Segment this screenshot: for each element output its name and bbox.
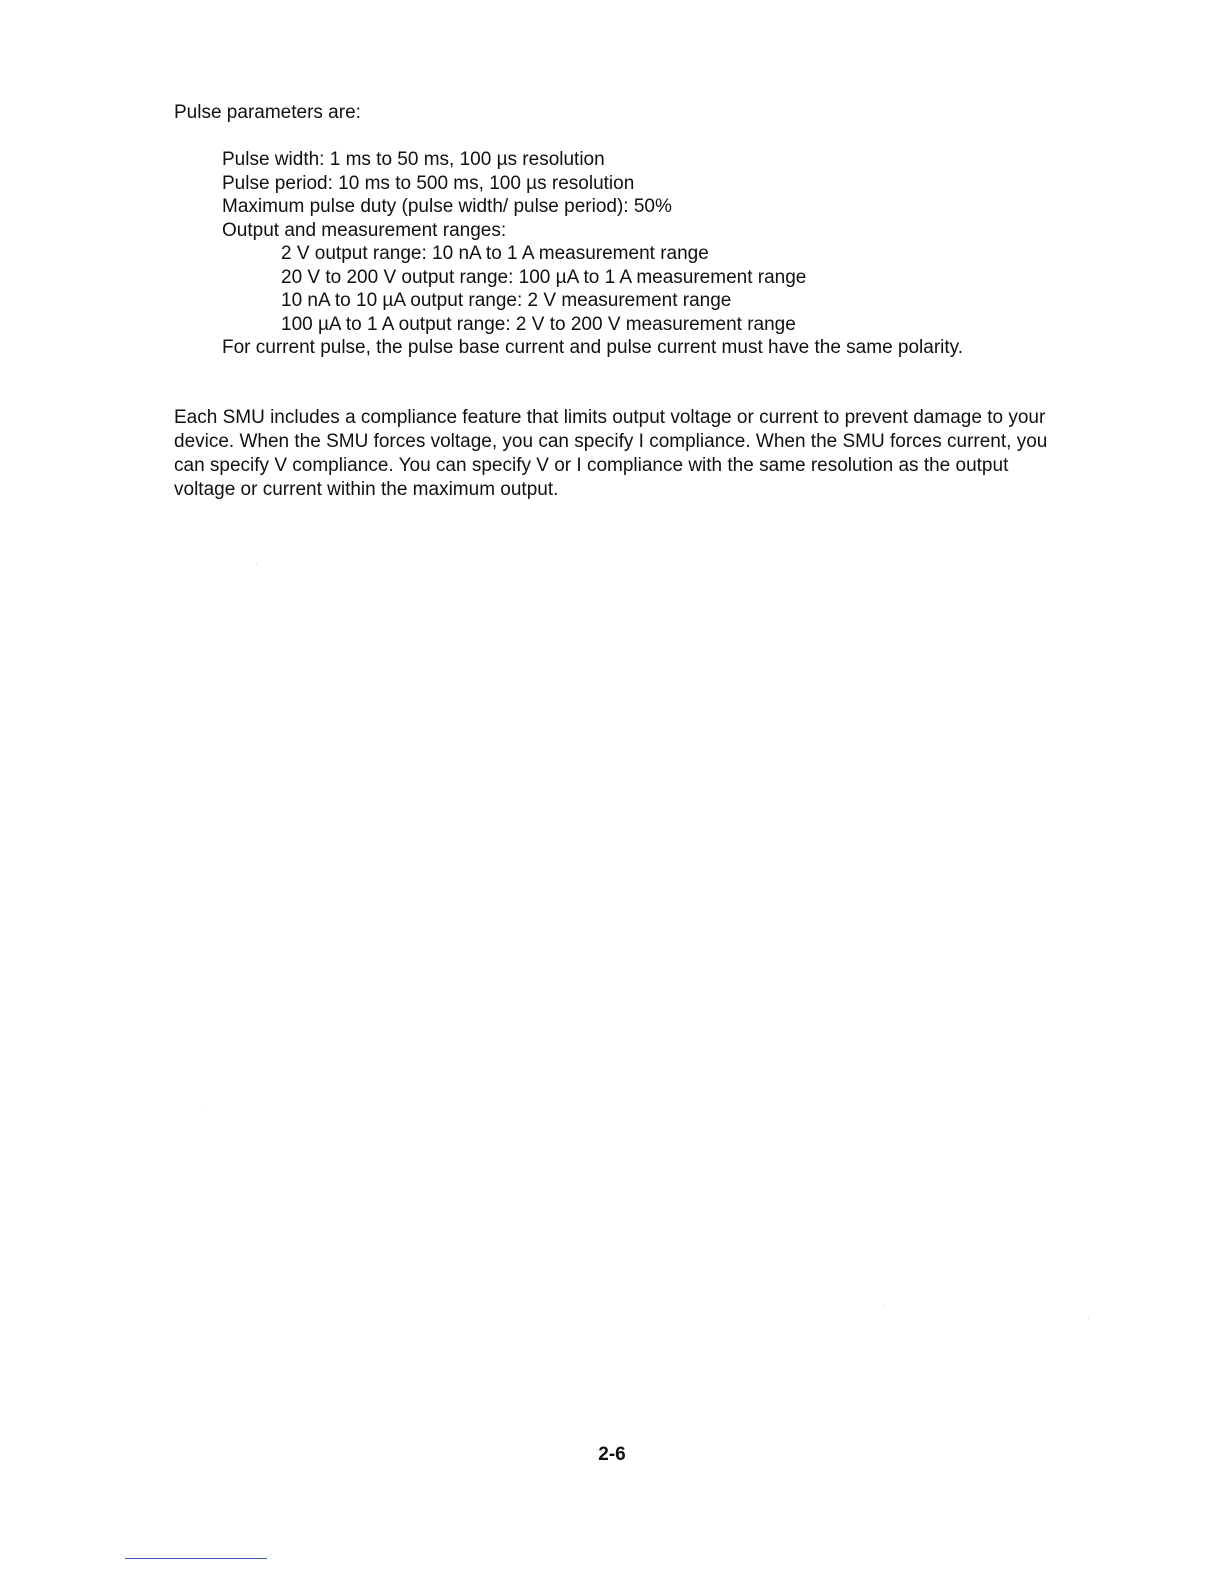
bottom-divider-line [125,1558,267,1559]
pulse-parameters-intro: Pulse parameters are: [174,102,361,123]
page-number: 2-6 [598,1444,626,1465]
pulse-parameters-list [222,148,1022,360]
pulse-width-item: Pulse width: 1 ms to 50 ms, 100 µs resolution [222,149,605,170]
scan-speck [1088,1318,1089,1319]
scan-speck [256,563,257,564]
polarity-note-item: For current pulse, the pulse base current and pulse current must have the same polarity. [222,337,964,358]
scan-speck [884,1305,885,1306]
compliance-paragraph: Each SMU includes a compliance feature that limits output voltage or current to prevent damage to your device. When the SMU forces voltage, you can specify I compliance. When the SMU forces current, you can specify V compliance. You can specify V or I compliance with the same resolution as the output voltage or current within the maximum output. [174,407,1048,500]
max-pulse-duty-item: Maximum pulse duty (pulse width/ pulse period): 50% [222,196,672,217]
range-item: 10 nA to 10 µA output range: 2 V measurement range [281,290,732,311]
range-item: 100 µA to 1 A output range: 2 V to 200 V measurement range [281,313,796,335]
range-item: 20 V to 200 V output range: 100 µA to 1 A measurement range [281,266,807,288]
ranges-heading-item: Output and measurement ranges: [222,219,507,241]
scan-speck [205,1106,206,1107]
range-item: 2 V output range: 10 nA to 1 A measurement range [281,243,709,264]
pulse-period-item: Pulse period: 10 ms to 500 ms, 100 µs resolution [222,172,635,194]
